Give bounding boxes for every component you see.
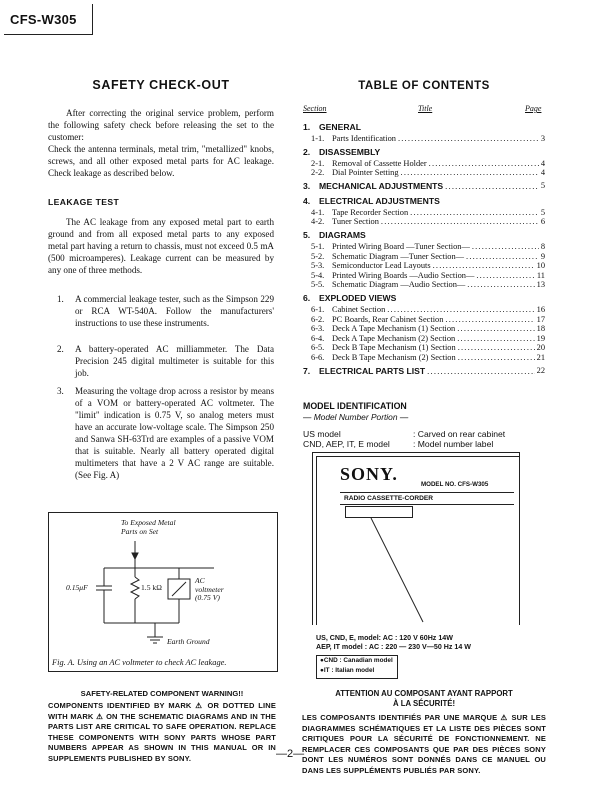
method-text: A commercial leakage tester, such as the Simpson 229 or RCA WT-540A. Follow the manufacturers' instructions to use these instruments. <box>75 294 274 328</box>
figure-caption: Fig. A. Using an AC voltmeter to check AC leakage. <box>52 658 227 667</box>
toc-item-title: Semiconductor Lead Layouts <box>332 261 431 271</box>
toc-section-title: DISASSEMBLY <box>319 146 381 157</box>
toc-item-number: 6-3. <box>311 324 325 334</box>
warning-heading: SAFETY-RELATED COMPONENT WARNING!! <box>80 689 244 698</box>
sony-logo: SONY. <box>340 464 398 484</box>
toc-item-title: Tape Recorder Section <box>332 207 409 217</box>
label-legend-box <box>316 655 398 679</box>
toc-item-title: Deck B Tape Mechanism (2) Section <box>332 353 456 362</box>
toc-item-number: 5-5. <box>311 280 325 290</box>
warning-body: COMPONENTS IDENTIFIED BY MARK ⚠ OR DOTTED LINE WITH MARK ⚠ ON THE SCHEMATIC DIAGRAMS AND IN THE PARTS LIST ARE CRITICAL TO SAFE OPERATION. REPLACE THESE COMPONENTS WITH SONY PARTS WHOSE PART NUMBERS APPEAR AS SHOWN IN THIS MANUAL OR IN SUPPLEMENTS PUBLISHED BY SONY. <box>48 701 276 763</box>
toc-item-page: 16 <box>536 305 545 314</box>
toc-col-section: Section <box>303 104 327 113</box>
figure-label-top: To Exposed Metal Parts on Set <box>121 518 176 536</box>
toc-item-page: 9 <box>540 251 545 261</box>
toc-heading: TABLE OF CONTENTS <box>358 80 490 92</box>
attention-heading <box>302 689 546 709</box>
toc-section-title: ELECTRICAL ADJUSTMENTS <box>319 195 440 206</box>
toc-item-number: 5-3. <box>311 261 325 271</box>
toc-section-title: EXPLODED VIEWS <box>319 293 397 303</box>
model-id-heading: MODEL IDENTIFICATION <box>303 401 407 411</box>
toc-item-title: Parts Identification <box>332 134 396 143</box>
method-number: 2. <box>57 344 64 354</box>
toc-item-number: 2-2. <box>311 168 325 178</box>
model-row-us: US model <box>303 429 341 439</box>
toc-item-number: 6-4. <box>311 333 325 343</box>
toc-section-title: MECHANICAL ADJUSTMENTS <box>319 180 444 191</box>
model-title: CFS-W305 <box>10 12 77 27</box>
toc-item-title: Deck A Tape Mechanism (1) Section <box>332 324 456 334</box>
toc-section-number: 5. <box>303 230 311 240</box>
toc-item-page: 13 <box>536 280 545 290</box>
toc-item-title: Deck B Tape Mechanism (1) Section <box>332 343 456 353</box>
model-id-subheading: — Model Number Portion — <box>303 412 409 422</box>
toc-section-number: 6. <box>303 293 311 303</box>
toc-section-title: ELECTRICAL PARTS LIST <box>319 365 426 376</box>
label-product-type: RADIO CASSETTE-CORDER <box>344 495 434 502</box>
resistor-label: 1.5 kΩ <box>141 583 162 592</box>
label-spec-us: US, CND, E, model: AC : 120 V 60Hz 14W <box>316 634 453 642</box>
toc-item-title: Printed Wiring Board —Tuner Section— <box>332 242 470 251</box>
attention-body: LES COMPOSANTS IDENTIFIÉS PAR UNE MARQUE ⚠ SUR LES DIAGRAMMES SCHÉMATIQUES ET LA LISTE DES PIÈCES SONT CRITIQUES POUR LA SÉCURITÉ DE FONCTIONNEMENT. NE REMPLACER CES COMPOSANTS QUE PAR DES PIÈCES SONY DONT LES NUMÉROS SONT DONNÉS DANS CE MANUEL OU DANS LES SUPPLÉMENTS PUBLIÉS PAR SONY. <box>302 713 546 775</box>
toc-item-page: 3 <box>540 134 545 143</box>
toc-item-number: 5-1. <box>311 242 325 251</box>
safety-instruction: Check the antenna terminals, metal trim, "metallized" knobs, screws, and all other exposed metal parts for AC leakage. Check leakage as described below. <box>48 144 274 178</box>
safety-heading: SAFETY CHECK-OUT <box>92 78 230 92</box>
ground-label: Earth Ground <box>167 637 210 646</box>
toc-item-number: 4-2. <box>311 217 325 227</box>
toc-section-number: 1. <box>303 122 311 132</box>
model-row-cnd-desc: : Model number label <box>413 439 494 449</box>
model-row-cnd: CND, AEP, IT, E model <box>303 439 390 449</box>
capacitor-label: 0.15μF <box>66 583 88 592</box>
label-model-no: MODEL NO. CFS-W305 <box>421 481 489 488</box>
toc-item-title: Dial Pointer Setting <box>332 168 399 178</box>
toc-item-title: Cabinet Section <box>332 305 386 314</box>
toc-item-page: 18 <box>536 324 545 334</box>
toc-item-page: 8 <box>540 242 545 251</box>
toc-item-title: PC Boards, Rear Cabinet Section <box>332 314 444 324</box>
toc-item-number: 1-1. <box>311 134 325 143</box>
toc-col-title: Title <box>418 104 433 113</box>
toc-item-title: Printed Wiring Boards —Audio Section— <box>332 270 475 280</box>
method-text: A battery-operated AC milliammeter. The Data Precision 245 digital multimeter is suitable for this job. <box>75 344 274 378</box>
toc-item-title: Schematic Diagram —Tuner Section— <box>332 251 465 261</box>
toc-section-page: 22 <box>536 365 545 375</box>
toc-section-number: 4. <box>303 195 311 206</box>
toc-item-number: 6-6. <box>311 353 325 362</box>
toc-section-number: 7. <box>303 365 311 376</box>
method-text: Measuring the voltage drop across a resistor by means of a VOM or battery-operated AC voltmeter. The "limit" indication is 0.75 V, so analog meters must have an accurate low-voltage scale. The Simpson 250 and Sanwa SH-63Trd are examples of a passive VOM that is suitable. Nearly all battery operated digital multimeters that have a 2 V AC range are suitable. (See Fig. A) <box>75 386 274 480</box>
toc-section-title: GENERAL <box>319 122 362 132</box>
toc-item-page: 17 <box>536 314 545 324</box>
toc-section-title: DIAGRAMS <box>319 230 366 240</box>
attention-heading-line1: ATTENTION AU COMPOSANT AYANT RAPPORT <box>335 689 513 698</box>
label-spec-aep: AEP, IT model : AC : 220 — 230 V—50 Hz 14 W <box>316 643 471 651</box>
toc-item-number: 6-1. <box>311 305 325 314</box>
toc-item-page: 4 <box>540 158 545 168</box>
toc-item-number: 4-1. <box>311 207 325 217</box>
toc-item-title: Deck A Tape Mechanism (2) Section <box>332 333 456 343</box>
voltmeter-label: AC voltmeter (0.75 V) <box>195 576 224 602</box>
toc-item-page: 6 <box>540 217 545 227</box>
toc-section-page: 5 <box>540 180 545 190</box>
toc-item-title: Removal of Cassette Holder <box>332 158 427 168</box>
leakage-heading: LEAKAGE TEST <box>48 197 120 207</box>
method-number: 3. <box>57 386 64 396</box>
model-row-us-desc: : Carved on rear cabinet <box>413 429 506 439</box>
toc-item-page: 19 <box>536 333 545 343</box>
toc-item-page: 20 <box>536 343 545 353</box>
safety-intro: After correcting the original service problem, perform the following safety check before releasing the set to the customer: <box>48 108 274 142</box>
toc-col-page: Page <box>525 104 542 113</box>
toc-item-page: 4 <box>540 168 545 178</box>
toc-item-number: 6-5. <box>311 343 325 353</box>
toc-item-title: Tuner Section <box>332 217 379 227</box>
toc-item-number: 6-2. <box>311 314 325 324</box>
leakage-paragraph: The AC leakage from any exposed metal part to earth ground and from all exposed metal parts to any exposed metal part having a return to chassis, must not exceed 0.5 mA (500 microamperes). Leakage current can be measured by any one of three methods. <box>48 217 274 275</box>
page-number: —2— <box>276 748 305 760</box>
toc-item-number: 5-4. <box>311 270 325 280</box>
toc-item-page: 21 <box>536 353 545 362</box>
method-number: 1. <box>57 294 64 304</box>
toc-item-number: 2-1. <box>311 158 325 168</box>
toc-section-number: 3. <box>303 180 311 191</box>
attention-heading-line2: À LA SÉCURITÉ! <box>392 699 456 708</box>
toc-item-page: 10 <box>536 261 545 271</box>
toc-item-page: 11 <box>536 270 545 280</box>
legend-cnd: ●CND : Canadian model <box>320 657 393 664</box>
toc-item-title: Schematic Diagram —Audio Section— <box>332 280 466 290</box>
toc-item-number: 5-2. <box>311 251 325 261</box>
toc-item-page: 5 <box>540 207 545 217</box>
toc-section-number: 2. <box>303 146 311 157</box>
legend-it: ●IT : Italian model <box>320 667 375 674</box>
